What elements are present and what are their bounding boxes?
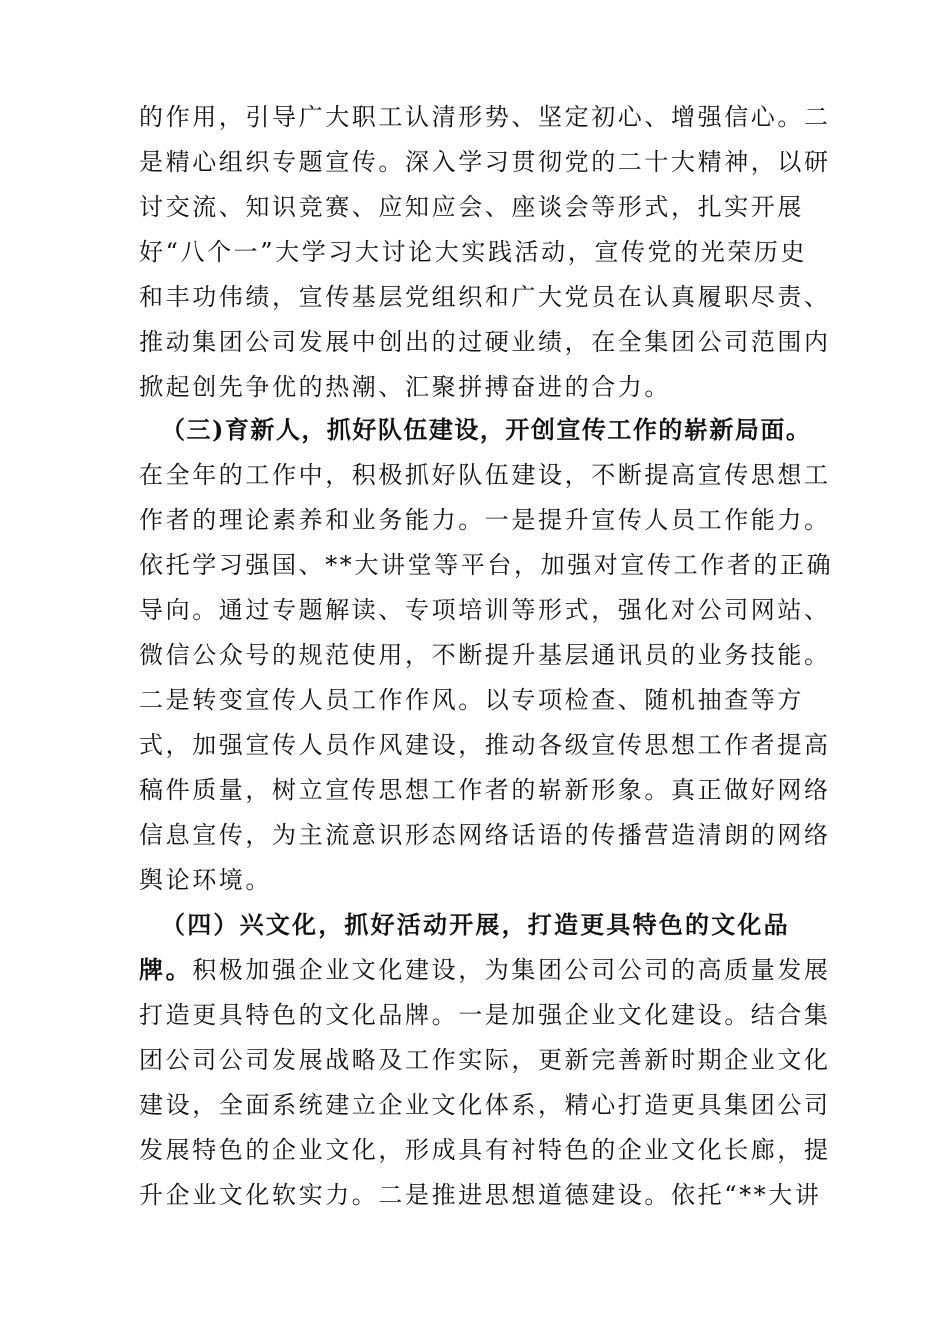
paragraph-line: 稿件质量，树立宣传思想工作者的崭新形象。真正做好网络 <box>139 776 831 804</box>
paragraph-line: 讨交流、知识竞赛、应知应会、座谈会等形式，扎实开展 <box>139 193 804 221</box>
paragraph-line: 在全年的工作中，积极抓好队伍建设，不断提高宣传思想工 <box>139 461 831 489</box>
paragraph-line: 舆论环境。 <box>139 866 272 894</box>
paragraph-line: 升企业文化软实力。二是推进思想道德建设。依托“**大讲 <box>139 1181 822 1209</box>
paragraph-line: 推动集团公司发展中创出的过硬业绩，在全集团公司范围内 <box>139 328 831 356</box>
paragraph-line: 导向。通过专题解读、专项培训等形式，强化对公司网站、 <box>139 596 831 624</box>
paragraph-line: 的作用，引导广大职工认清形势、坚定初心、增强信心。二 <box>139 103 831 131</box>
paragraph-line: 微信公众号的规范使用，不断提升基层通讯员的业务技能。 <box>139 641 831 669</box>
paragraph-line: 式，加强宣传人员作风建设，推动各级宣传思想工作者提高 <box>139 731 831 759</box>
paragraph-line: 依托学习强国、**大讲堂等平台，加强对宣传工作者的正确 <box>139 551 834 579</box>
section-heading-4: （四）兴文化，抓好活动开展，打造更具特色的文化品 <box>161 910 790 939</box>
paragraph-line: 作者的理论素养和业务能力。一是提升宣传人员工作能力。 <box>139 506 831 534</box>
paragraph-text: 积极加强企业文化建设，为集团公司公司的高质量发展 <box>192 956 831 984</box>
paragraph-line: 发展特色的企业文化，形成具有衬特色的企业文化长廊，提 <box>139 1136 831 1164</box>
paragraph-line: 团公司公司发展战略及工作实际，更新完善新时期企业文化 <box>139 1046 831 1074</box>
paragraph-line-mixed <box>139 953 831 987</box>
paragraph-line: 是精心组织专题宣传。深入学习贯彻党的二十大精神，以研 <box>139 148 831 176</box>
paragraph-line: 建设，全面系统建立企业文化体系，精心打造更具集团公司 <box>139 1091 831 1119</box>
section-heading-4-end: 牌。 <box>139 955 193 984</box>
paragraph-line: 信息宣传，为主流意识形态网络话语的传播营造清朗的网络 <box>139 821 831 849</box>
paragraph-line: 掀起创先争优的热潮、汇聚拼搏奋进的合力。 <box>139 373 671 401</box>
paragraph-line: 和丰功伟绩，宣传基层党组织和广大党员在认真履职尽责、 <box>139 283 831 311</box>
section-heading-3: （三)育新人，抓好队伍建设，开创宣传工作的崭新局面。 <box>161 415 812 444</box>
paragraph-line: 好“八个一”大学习大讨论大实践活动，宣传党的光荣历史 <box>139 238 808 266</box>
paragraph-line: 打造更具特色的文化品牌。一是加强企业文化建设。结合集 <box>139 1001 831 1029</box>
paragraph-line: 二是转变宣传人员工作作风。以专项检查、随机抽查等方 <box>139 686 804 714</box>
